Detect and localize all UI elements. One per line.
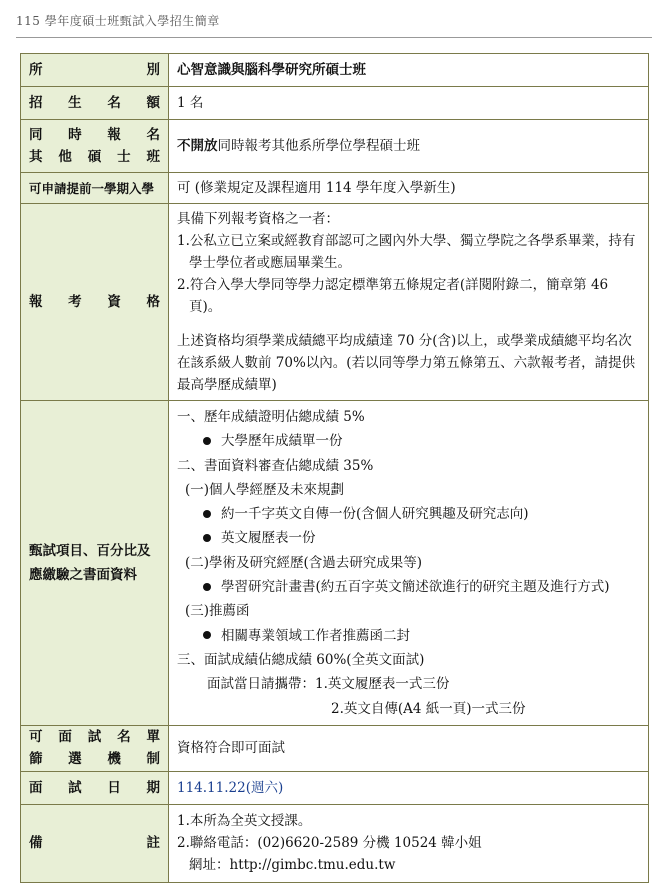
- simultaneous-label-line1: 同 時 報 名: [29, 127, 160, 143]
- notes-line-2: 2.聯絡電話：(02)6620-2589 分機 10524 韓小姐: [177, 835, 482, 852]
- quota-value: 1 名: [169, 87, 649, 120]
- department-label: 所 別: [29, 62, 160, 78]
- qualifications-intro: 具備下列報考資格之一者：: [177, 211, 339, 227]
- exam-sub-recommendation: (三)推薦函: [185, 603, 250, 620]
- interview-date-label: 面 試 日 期: [29, 779, 160, 796]
- row-quota: [21, 87, 649, 120]
- exam-line-documents: 二、書面資料審查佔總成績 35%: [177, 457, 374, 474]
- row-interview-date: [21, 771, 649, 804]
- department-value: 心智意識與腦科學研究所碩士班: [169, 54, 649, 87]
- quota-label: 招 生 名 額: [29, 95, 160, 111]
- row-exam-items: [21, 401, 649, 726]
- qualifications-note: 上述資格均須學業成績總平均成績達 70 分(含)以上，或學業成績總平均名次在該系級人數前 70%以內。(若以同等學力第五條第五、六款報考者，請提供最高學歷成績單): [177, 333, 636, 393]
- qualification-item-2: 2.符合入學大學同等學力認定標準第五條規定者(詳閱附錄二，簡章第 46 頁)。: [177, 277, 609, 315]
- exam-line-transcript: 一、歷年成績證明佔總成績 5%: [177, 409, 365, 425]
- screening-label-line2: 篩 選 機 制: [29, 751, 160, 768]
- notes-website: 網址：http://gimbc.tmu.edu.tw: [189, 857, 396, 874]
- qualifications-value: [169, 204, 649, 401]
- bullet-icon: [203, 583, 211, 591]
- simultaneous-value-bold: 不開放: [177, 138, 218, 154]
- bullet-icon: [203, 534, 211, 542]
- notes-value: [169, 804, 649, 882]
- bullet-icon: [203, 437, 211, 445]
- qualifications-label: 報 考 資 格: [29, 294, 160, 310]
- qualification-item-1: 1.公私立已立案或經教育部認可之國內外大學、獨立學院之各學系畢業，持有學士學位者或應屆畢業生。: [177, 233, 636, 271]
- screening-value: 資格符合即可面試: [169, 725, 649, 771]
- notes-label: 備 註: [29, 835, 160, 852]
- admission-table: [20, 53, 649, 883]
- row-early-admission: [21, 173, 649, 204]
- simultaneous-value-rest: 同時報考其他系所學位學程碩士班: [217, 138, 420, 154]
- exam-items-value: [169, 401, 649, 726]
- row-qualifications: [21, 204, 649, 401]
- row-simultaneous: [21, 120, 649, 173]
- notes-line-1: 1.本所為全英文授課。: [177, 813, 312, 830]
- early-value: 可 (修業規定及課程適用 114 學年度入學新生): [169, 173, 649, 204]
- exam-items-label-line1: 甄試項目、百分比及: [29, 542, 151, 559]
- page-header: 115 學年度碩士班甄試入學招生簡章: [16, 14, 220, 28]
- exam-bullet-autobiography: 約一千字英文自傳一份(含個人研究興趣及研究志向): [177, 502, 640, 526]
- exam-bullet-transcript: 大學歷年成績單一份: [177, 429, 640, 453]
- bullet-icon: [203, 510, 211, 518]
- exam-interview-bring-1: 面試當日請攜帶：1.英文履歷表一式三份: [207, 676, 450, 693]
- interview-date-value: 114.11.22(週六): [169, 771, 649, 804]
- exam-items-label-line2: 應繳驗之書面資料: [29, 566, 137, 583]
- row-department: [21, 54, 649, 87]
- row-interview-screening: [21, 725, 649, 771]
- header-divider: [16, 37, 652, 38]
- exam-sub-research: (二)學術及研究經歷(含過去研究成果等): [185, 554, 423, 571]
- exam-bullet-resume: 英文履歷表一份: [177, 526, 640, 550]
- exam-line-interview: 三、面試成績佔總成績 60%(全英文面試): [177, 651, 425, 668]
- early-label: 可申請提前一學期入學: [29, 181, 155, 196]
- row-notes: [21, 804, 649, 882]
- bullet-icon: [203, 631, 211, 639]
- screening-label-line1: 可 面 試 名 單: [29, 729, 160, 746]
- simultaneous-label-line2: 其 他 碩 士 班: [29, 149, 160, 165]
- exam-interview-bring-2: 2.英文自傳(A4 紙一頁)一式三份: [331, 700, 526, 717]
- exam-bullet-study-plan: 學習研究計畫書(約五百字英文簡述欲進行的研究主題及進行方式): [177, 575, 640, 599]
- simultaneous-value: [169, 120, 649, 173]
- exam-bullet-letters: 相關專業領域工作者推薦函二封: [177, 624, 640, 648]
- exam-sub-personal: (一)個人學經歷及未來規劃: [185, 481, 345, 498]
